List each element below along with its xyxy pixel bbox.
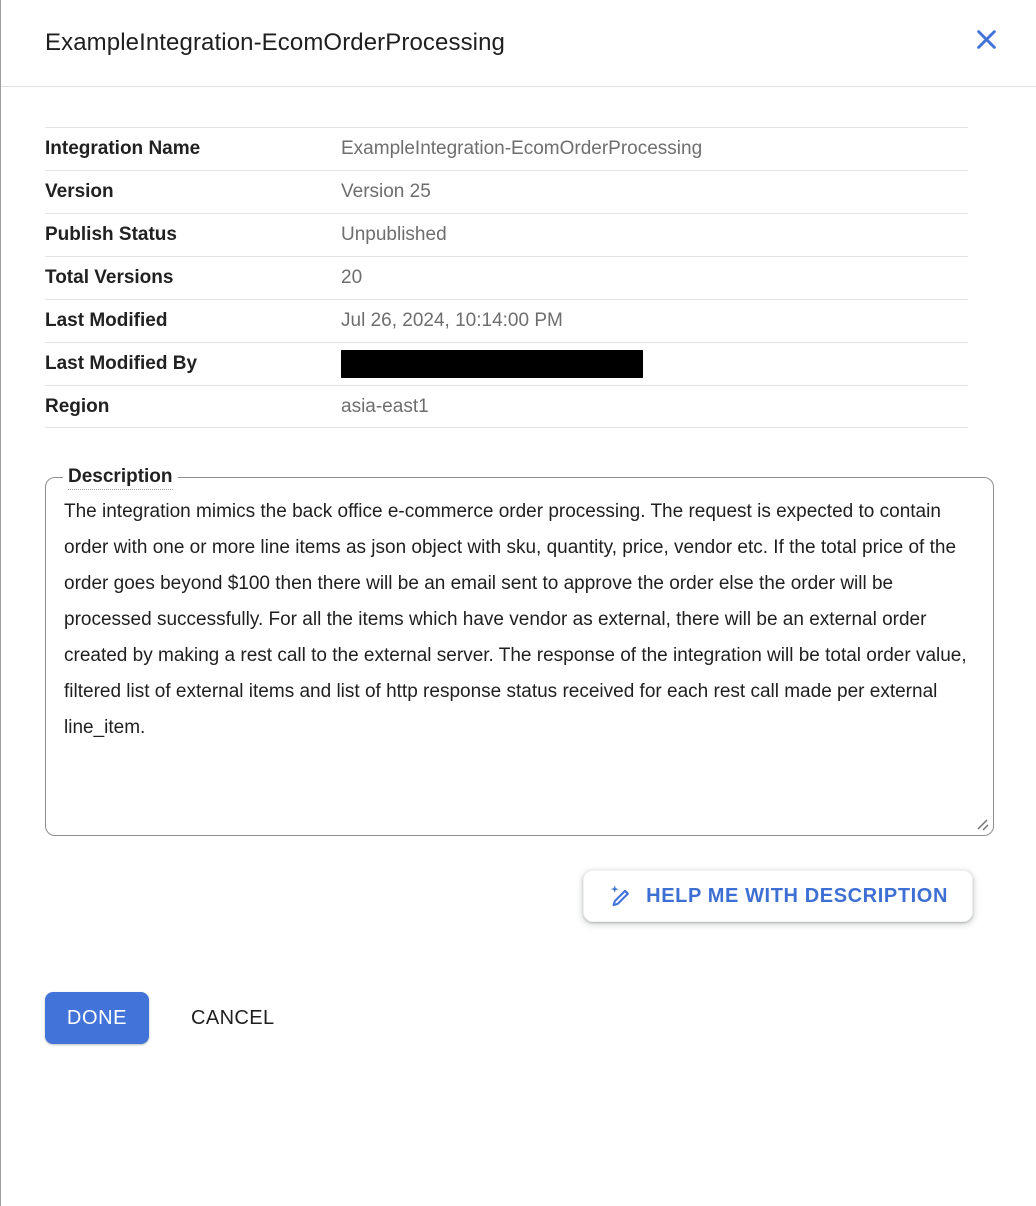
detail-value xyxy=(341,350,643,378)
description-field xyxy=(45,466,994,836)
detail-label: Last Modified xyxy=(45,310,168,331)
help-row xyxy=(45,870,993,922)
detail-label: Version xyxy=(45,181,114,202)
table-row xyxy=(45,342,968,385)
details-table xyxy=(45,127,968,428)
detail-label: Total Versions xyxy=(45,267,174,288)
close-button[interactable] xyxy=(966,21,1006,61)
redacted-value xyxy=(341,350,643,378)
dialog-header xyxy=(1,0,1036,87)
detail-value: 20 xyxy=(341,267,363,288)
description-textarea[interactable] xyxy=(50,494,989,824)
description-label: Description xyxy=(63,466,178,488)
table-row xyxy=(45,213,968,256)
table-row xyxy=(45,170,968,213)
detail-value: asia-east1 xyxy=(341,395,429,417)
detail-value: Unpublished xyxy=(341,224,447,245)
table-row xyxy=(45,256,968,299)
done-button[interactable]: DONE xyxy=(45,992,149,1044)
table-row xyxy=(45,385,968,428)
resize-handle-icon[interactable] xyxy=(974,816,990,832)
cancel-button[interactable]: CANCEL xyxy=(191,1006,275,1029)
footer-actions xyxy=(45,992,1036,1044)
detail-value: Jul 26, 2024, 10:14:00 PM xyxy=(341,310,563,331)
table-row xyxy=(45,127,968,170)
help-me-with-description-button[interactable] xyxy=(583,870,973,922)
table-row xyxy=(45,299,968,342)
pen-spark-icon xyxy=(608,883,634,909)
detail-value: Version 25 xyxy=(341,181,431,202)
detail-label: Last Modified By xyxy=(45,353,198,374)
dialog-title: ExampleIntegration-EcomOrderProcessing xyxy=(45,29,505,56)
help-button-label: HELP ME WITH DESCRIPTION xyxy=(646,884,948,907)
detail-value: ExampleIntegration-EcomOrderProcessing xyxy=(341,138,703,159)
detail-label: Integration Name xyxy=(45,138,201,159)
detail-label: Publish Status xyxy=(45,224,177,245)
detail-label: Region xyxy=(45,395,110,417)
close-icon xyxy=(973,26,1000,56)
